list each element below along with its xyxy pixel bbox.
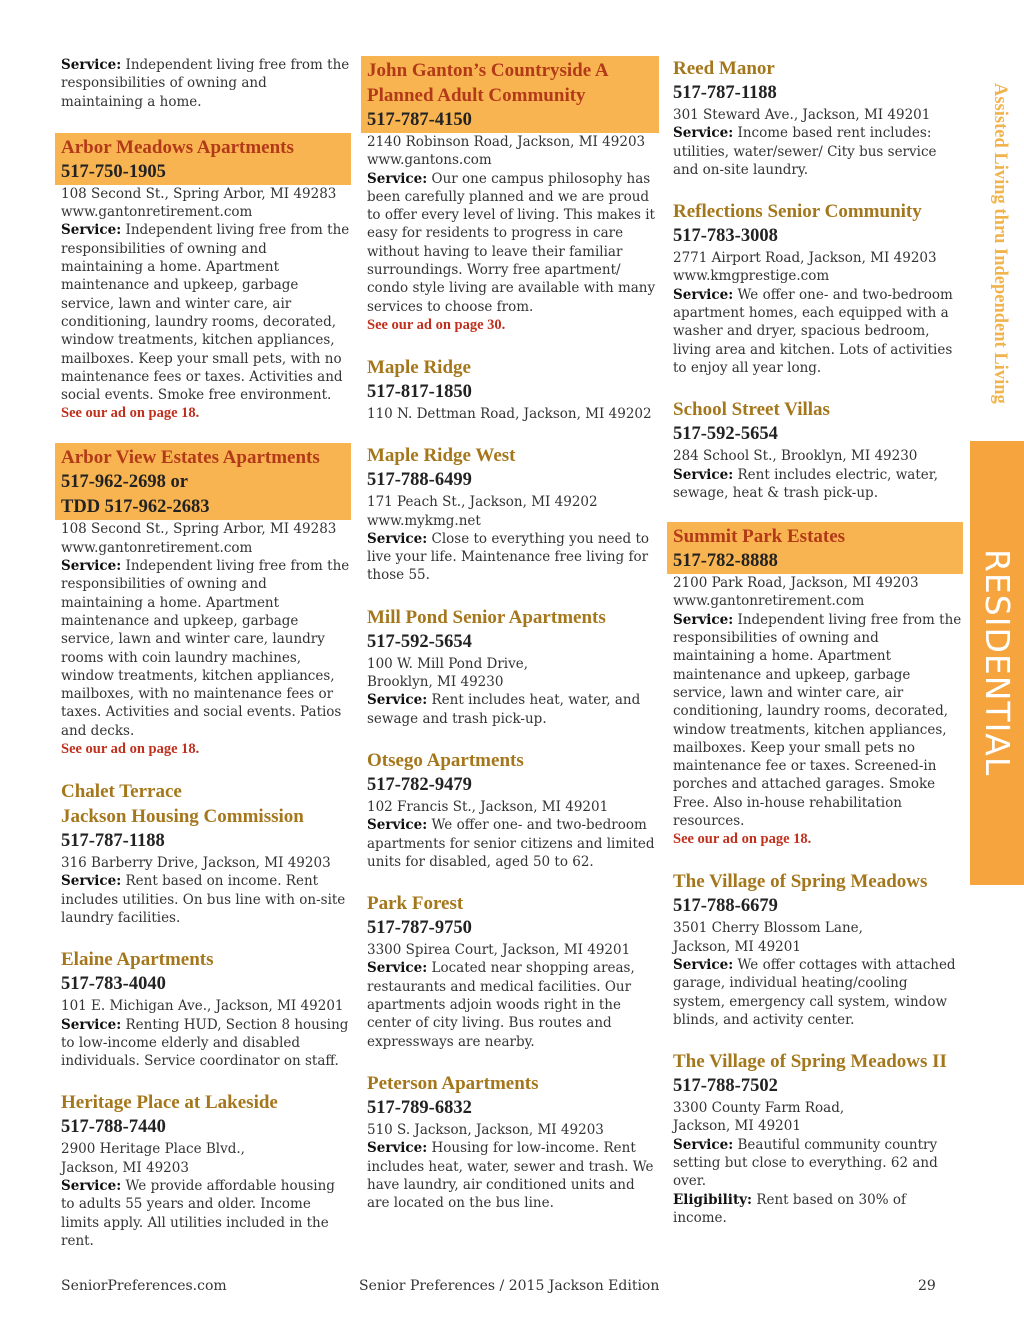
listing-name: Arbor Meadows Apartments xyxy=(61,136,294,158)
service-label: Service: xyxy=(367,530,428,547)
service-text: Independent living free from the responsibilities of owning and maintaining a home. xyxy=(61,57,350,110)
listing-phone: 517-788-6499 xyxy=(367,470,472,491)
ad-reference: See our ad on page 30. xyxy=(367,316,506,333)
listing-address: 108 Second St., Spring Arbor, MI 49283 xyxy=(61,185,337,202)
service-label: Service: xyxy=(673,125,734,142)
listing-service xyxy=(367,691,659,728)
service-text: Renting HUD, Section 8 housing to low-income elderly and disabled individuals. Service coordinator on staff. xyxy=(61,1016,349,1070)
listing-service xyxy=(673,466,963,503)
listing-highlight xyxy=(55,443,351,520)
listing-otsego xyxy=(367,748,659,871)
service-label: Service: xyxy=(673,956,734,973)
service-label: Service: xyxy=(367,960,428,977)
service-label: Service: xyxy=(61,873,122,890)
listing-elaine-apartments xyxy=(61,947,351,1070)
listing-name: Reflections Senior Community xyxy=(673,201,922,223)
listing-park-forest xyxy=(367,891,659,1051)
service-text: We provide affordable housing to adults 55 years and older. Income limits apply. All utilities included in the rent. xyxy=(61,1177,335,1249)
listing-phone: 517-782-9479 xyxy=(367,774,472,795)
listing-address: 171 Peach St., Jackson, MI 49202 xyxy=(367,494,598,511)
page-number: 29 xyxy=(918,1278,936,1294)
section-side-title: Assisted Living thru Independent Living xyxy=(990,82,1010,404)
listing-website[interactable]: www.gantonretirement.com xyxy=(673,593,865,610)
service-text: Rent includes heat, water, and sewage and trash pick-up. xyxy=(367,692,641,727)
service-text: Rent based on income. Rent includes utilities. On bus line with on-site laundry facilities. xyxy=(61,873,346,926)
listing-phone: 517-787-4150 xyxy=(367,110,472,130)
listing-highlight xyxy=(667,522,963,574)
listing-address: 2900 Heritage Place Blvd., xyxy=(61,1141,245,1158)
listing-service xyxy=(673,956,963,1029)
listing-highlight xyxy=(55,133,351,185)
listing-heritage-place xyxy=(61,1090,351,1250)
service-label: Service: xyxy=(61,1177,122,1194)
listing-maple-ridge-west xyxy=(367,443,659,584)
listing-name: Arbor View Estates Apartments xyxy=(61,447,320,469)
listing-arbor-view-estates xyxy=(61,443,351,759)
listing-name: School Street Villas xyxy=(673,399,830,421)
listing-chalet-terrace xyxy=(61,779,351,927)
listing-phone: 517-817-1850 xyxy=(367,381,472,402)
listing-address: 3300 County Farm Road, xyxy=(673,1100,845,1117)
service-text: Income based rent includes: utilities, water/sewer/ City bus service and on-site laundry. xyxy=(673,125,937,178)
footer-website: SeniorPreferences.com xyxy=(61,1278,227,1294)
listing-summit-park-estates xyxy=(673,522,963,849)
listing-phone: 517-962-2698 or xyxy=(61,472,188,493)
service-text: Rent includes electric, water, sewage, heat & trash pick-up. xyxy=(673,466,938,501)
listing-phone: 517-788-7502 xyxy=(673,1076,778,1097)
service-text: Beautiful community country setting but close to everything. 62 and over. xyxy=(673,1136,938,1190)
listing-name-line-2: Jackson Housing Commission xyxy=(61,806,304,828)
listing-phone: 517-789-6832 xyxy=(367,1097,472,1118)
listing-address: 2100 Park Road, Jackson, MI 49203 xyxy=(673,575,919,592)
listing-address: 301 Steward Ave., Jackson, MI 49201 xyxy=(673,107,931,123)
listing-address: 102 Francis St., Jackson, MI 49201 xyxy=(367,798,609,815)
service-text: We offer one- and two-bedroom apartment homes, each equipped with a washer and dryer, spacious bedroom, living area and kitchen. Lots of activities to enjoy all year long. xyxy=(673,286,953,376)
ad-reference: See our ad on page 18. xyxy=(673,831,812,848)
service-text: We offer one- and two-bedroom apartments for senior citizens and limited units for disabled, aged 50 to 62. xyxy=(367,817,655,870)
service-label: Service: xyxy=(61,1016,122,1033)
listing-name: Otsego Apartments xyxy=(367,749,524,771)
listing-eligibility xyxy=(673,1191,963,1228)
service-label: Service: xyxy=(367,170,428,187)
listing-website[interactable]: www.gantons.com xyxy=(367,152,492,169)
footer-publication: Senior Preferences / 2015 Jackson Edition xyxy=(359,1278,660,1294)
listing-service xyxy=(61,221,351,404)
listing-service xyxy=(673,286,963,377)
listing-highlight xyxy=(361,56,659,133)
eligibility-text: Rent based on 30% of income. xyxy=(673,1191,906,1226)
column-3 xyxy=(673,56,963,1247)
service-text: Located near shopping areas, restaurants and medical facilities. Our apartments adjoin woods right in the center of city living. Bus routes and expressways are nearby. xyxy=(367,960,635,1050)
listing-phone: 517-787-1188 xyxy=(673,83,777,103)
listing-phone: 517-783-3008 xyxy=(673,226,778,247)
listing-phone: 517-788-6679 xyxy=(673,896,778,917)
listing-reflections xyxy=(673,199,963,377)
listing-phone: 517-788-7440 xyxy=(61,1117,166,1138)
listing-name: John Ganton’s Countryside A xyxy=(367,60,609,81)
listing-name: Elaine Apartments xyxy=(61,949,214,971)
listing-name: Peterson Apartments xyxy=(367,1072,539,1094)
listing-service xyxy=(367,170,659,316)
eligibility-label: Eligibility: xyxy=(673,1191,753,1208)
listing-phone: 517-592-5654 xyxy=(673,424,778,445)
listing-school-street-villas xyxy=(673,397,963,502)
listing-address: 101 E. Michigan Ave., Jackson, MI 49201 xyxy=(61,998,344,1015)
listing-name-line-2: Planned Adult Community xyxy=(367,85,586,106)
listing-address: 284 School St., Brooklyn, MI 49230 xyxy=(673,448,918,465)
listing-address-line-2: Jackson, MI 49203 xyxy=(61,1159,189,1176)
service-label: Service: xyxy=(367,1140,428,1157)
listing-address: 108 Second St., Spring Arbor, MI 49283 xyxy=(61,521,337,538)
listing-village-spring-meadows-ii xyxy=(673,1049,963,1227)
listing-name: Heritage Place at Lakeside xyxy=(61,1092,278,1114)
listing-phone: 517-750-1905 xyxy=(61,161,166,182)
service-text: Our one campus philosophy has been carefully planned and we are proud to offer every level of living. This makes it easy for residents to progress in care without having to leave their familiar surroundings. Worry free apartment/ condo style living are available with many services to choose from. xyxy=(367,170,656,315)
listing-website[interactable]: www.kmgprestige.com xyxy=(673,268,830,285)
service-text: We offer cottages with attached garage, individual heating/cooling system, emergency call system, window blinds, and activity center. xyxy=(673,956,956,1028)
service-label: Service: xyxy=(367,692,428,709)
service-text: Independent living free from the responsibilities of owning and maintaining a home. Apartment maintenance and upkeep, garbage service, lawn and winter care, air conditioning, laundry rooms, decorated, window treatments, kitchen appliances, mailboxes. Keep your small pets no maintenance fee or taxes. Screened-in porches and attached garages. Smoke Free. Also in-house rehabilitation resources. xyxy=(673,611,962,830)
listing-service xyxy=(61,872,351,927)
listing-name: Maple Ridge xyxy=(367,356,471,378)
listing-service xyxy=(61,1016,351,1071)
listing-name: Park Forest xyxy=(367,893,464,915)
listing-john-gantons-countryside xyxy=(367,56,659,335)
service-label: Service: xyxy=(61,222,122,239)
listing-address-line-2: Jackson, MI 49201 xyxy=(673,938,801,955)
listing-address: 3501 Cherry Blossom Lane, xyxy=(673,920,863,937)
listing-address: 110 N. Dettman Road, Jackson, MI 49202 xyxy=(367,405,652,422)
listing-address-line-2: Jackson, MI 49201 xyxy=(673,1118,801,1135)
listing-phone: 517-782-8888 xyxy=(673,551,778,572)
listing-name: The Village of Spring Meadows xyxy=(673,871,928,893)
listing-address: 2771 Airport Road, Jackson, MI 49203 xyxy=(673,250,937,267)
column-1 xyxy=(61,56,351,1270)
service-text: Housing for low-income. Rent includes heat, water, sewer and trash. We have laundry, air conditioned units and are located on the bus line. xyxy=(367,1140,654,1212)
listing-mill-pond xyxy=(367,605,659,728)
listing-address: 510 S. Jackson, Jackson, MI 49203 xyxy=(367,1121,604,1138)
continued-service-text xyxy=(61,56,351,111)
listing-address: 100 W. Mill Pond Drive, xyxy=(367,655,529,672)
listing-service xyxy=(673,1136,963,1191)
listing-arbor-meadows xyxy=(61,133,351,424)
listing-website[interactable]: www.mykmg.net xyxy=(367,512,481,529)
listing-service xyxy=(61,557,351,740)
service-text: Independent living free from the responsibilities of owning and maintaining a home. Apartment maintenance and upkeep, garbage service, lawn and winter care, laundry rooms with coin laundry machines, window treatments, kitchen appliances, mailboxes, with no maintenance fees or taxes. Activities and social events. Patios and decks. xyxy=(61,558,350,739)
listing-address: 2140 Robinson Road, Jackson, MI 49203 xyxy=(367,134,646,150)
listing-service xyxy=(61,1177,351,1250)
listing-service xyxy=(367,959,659,1050)
listing-address-line-2: Brooklyn, MI 49230 xyxy=(367,674,504,691)
listing-name: Reed Manor xyxy=(673,58,775,79)
service-label: Service: xyxy=(367,817,428,834)
listing-name: The Village of Spring Meadows II xyxy=(673,1051,947,1073)
service-label: Service: xyxy=(61,558,122,575)
listing-phone: 517-787-1188 xyxy=(61,831,165,852)
service-label: Service: xyxy=(673,286,734,303)
listing-website[interactable]: www.gantonretirement.com xyxy=(61,539,253,556)
listing-name: Maple Ridge West xyxy=(367,445,516,467)
listing-village-spring-meadows xyxy=(673,869,963,1029)
service-label: Service: xyxy=(673,466,734,483)
listing-name: Chalet Terrace xyxy=(61,781,182,803)
listing-maple-ridge xyxy=(367,355,659,423)
service-label: Service: xyxy=(673,1136,734,1153)
service-text: Close to everything you need to live your life. Maintenance free living for those 55. xyxy=(367,530,649,584)
service-label: Service: xyxy=(61,57,122,73)
listing-phone-tdd: TDD 517-962-2683 xyxy=(61,497,210,518)
section-tab-residential xyxy=(970,441,1024,885)
listing-reed-manor xyxy=(673,56,963,179)
column-2 xyxy=(367,56,659,1232)
listing-website[interactable]: www.gantonretirement.com xyxy=(61,204,253,221)
listing-service xyxy=(673,124,963,179)
listing-service xyxy=(367,530,659,585)
listing-name: Mill Pond Senior Apartments xyxy=(367,606,606,628)
listing-phone: 517-783-4040 xyxy=(61,974,166,995)
listing-service xyxy=(367,1139,659,1212)
listing-address: 3300 Spirea Court, Jackson, MI 49201 xyxy=(367,942,631,959)
service-label: Service: xyxy=(673,611,734,628)
listing-phone: 517-787-9750 xyxy=(367,918,472,939)
listing-service xyxy=(673,611,963,831)
service-text: Independent living free from the responsibilities of owning and maintaining a home. Apartment maintenance and upkeep, garbage service, lawn and winter care, air conditioning, laundry rooms, decorated, window treatments, kitchen appliances, mailboxes. Keep your small pets, with no maintenance fees or taxes. Activities and social events. Smoke free environment. xyxy=(61,222,350,404)
listing-name: Summit Park Estates xyxy=(673,526,846,548)
ad-reference: See our ad on page 18. xyxy=(61,741,200,758)
section-tab-label: RESIDENTIAL xyxy=(978,549,1017,777)
listing-service xyxy=(367,816,659,871)
ad-reference: See our ad on page 18. xyxy=(61,405,200,422)
listing-phone: 517-592-5654 xyxy=(367,631,472,652)
listing-peterson xyxy=(367,1071,659,1212)
listing-address: 316 Barberry Drive, Jackson, MI 49203 xyxy=(61,855,331,872)
